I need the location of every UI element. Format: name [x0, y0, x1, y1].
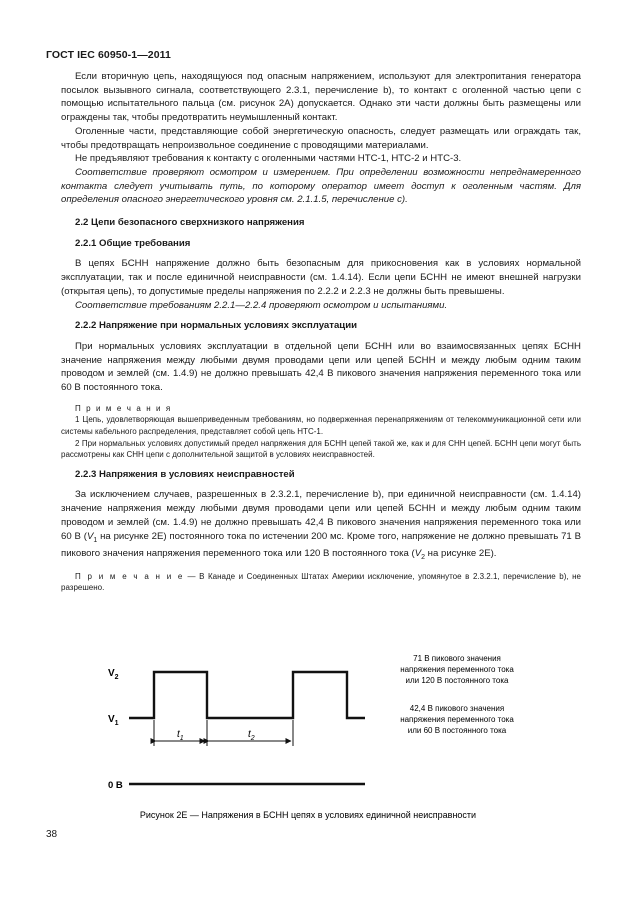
- paragraph: Если вторичную цепь, находящуюся под опасным напряжением, используют для электропитания генератора посылок вызывного сигнала, соответствующего 2.3.1, перечисление b), то контакт с оголенной частью цепи с помощью испытательного пальца (см. рисунок 2А) допускается. Однако эти части должны быть размещены или ограждены так, чтобы предотвратить неумышленный контакт.: [61, 71, 581, 124]
- paragraph: Не предъявляют требования к контакту с оголенными частями НТС-1, НТС-2 и НТС-3.: [75, 153, 462, 165]
- annotation-line: или 60 В постоянного тока: [407, 726, 507, 735]
- section-heading-2-2: 2.2 Цепи безопасного сверхнизкого напряжения: [75, 217, 305, 229]
- zero-label: 0 В: [108, 780, 123, 791]
- symbol-v: V: [86, 530, 94, 542]
- annotation-line: напряжения переменного тока: [400, 715, 514, 724]
- waveform-line: [129, 672, 365, 718]
- annotation-line: напряжения переменного тока: [400, 665, 514, 674]
- standard-header: ГОСТ IEC 60950-1—2011: [46, 49, 171, 61]
- paragraph-text: на рисунке 2Е).: [425, 548, 497, 560]
- t2-label: $t_2$: [248, 729, 255, 742]
- notes-title: П р и м е ч а н и я: [75, 403, 172, 413]
- paragraph: В цепях БСНН напряжение должно быть безопасным для прикосновения как в условиях нормальной эксплуатации, так и после единичной неисправности (см. 1.4.14). Если цепи БСНН не имеют внешней нагрузки (открытая цепь), то допустимые пределы напряжения по 2.2.2 и 2.2.3 не должны быть превышены.: [61, 258, 581, 297]
- annotation-top: [400, 654, 514, 685]
- section-heading-2-2-3: 2.2.3 Напряжения в условиях неисправностей: [75, 468, 295, 480]
- document-body: [61, 70, 581, 594]
- paragraph: [61, 488, 581, 564]
- paragraph-text: За исключением случаев, разрешенных в 2.3.2.1, перечисление b), при единичной неисправности (см. 1.4.14) значение напряжения между любыми двумя проводами цепи или цепей БСНН и между любым одним таким проводом и землей (см. 1.4.9) не должно превышать 42,4 В пикового значения напряжения переменного тока или 60 В (: [61, 489, 581, 542]
- t1-label: $t_1$: [177, 729, 184, 742]
- compliance-paragraph: Соответствие проверяют осмотром и измерением. При определении возможности непреднамеренного контакта следует учитывать путь, по которому оператор имеет доступ к оголенным частям. Для определения опасного энергетического уровня см. 2.1.1.5, перечисление c).: [61, 166, 581, 206]
- paragraph-text: на рисунке 2Е) постоянного тока по истечении 200 мс. Кроме того, напряжение не должно превышать 71 В пикового значения напряжения переменного тока или 120 В постоянного тока (: [61, 530, 581, 560]
- note: [61, 571, 581, 594]
- v2-label: $V_2$: [108, 668, 119, 681]
- note-text: — В Канаде и Соединенных Штатах Америки исключение, упомянутое в 2.3.2.1, перечисление b), не разрешено.: [61, 571, 582, 593]
- symbol-v: V: [414, 548, 422, 560]
- annotation-line: 71 В пикового значения: [413, 654, 501, 663]
- v1-label: $V_1$: [108, 714, 119, 727]
- annotation-line: или 120 В постоянного тока: [405, 676, 509, 685]
- note: 1 Цепь, удовлетворяющая вышеприведенным требованиям, но подверженная перенапряжениям от телекоммуникационной сети или системы кабельного распределения, представляет собой цепь НТС-1.: [61, 415, 581, 436]
- annotation-bottom: [400, 704, 514, 735]
- note: 2 При нормальных условиях допустимый предел напряжения для БСНН цепей такой же, как и для СНН цепей. БСНН цепи могут быть рассмотрены как СНН цепи с дополнительной защитой в условиях неисправностей.: [61, 438, 581, 460]
- note-label: П р и м е ч а н и е: [75, 571, 184, 581]
- figure-caption: Рисунок 2Е — Напряжения в БСНН цепях в условиях единичной неисправности: [139, 810, 477, 820]
- section-heading-2-2-1: 2.2.1 Общие требования: [75, 237, 191, 249]
- paragraph: Оголенные части, представляющие собой энергетическую опасность, следует размещать или ограждать так, чтобы предотвращать непроизвольное соединение с проводящими материалами.: [61, 125, 581, 151]
- subscript: 2: [421, 554, 426, 562]
- compliance-paragraph: Соответствие требованиям 2.2.1—2.2.4 проверяют осмотром и испытаниями.: [75, 299, 448, 311]
- page-number: 38: [46, 829, 58, 840]
- section-heading-2-2-2: 2.2.2 Напряжение при нормальных условиях эксплуатации: [75, 320, 357, 332]
- voltage-waveform-figure: [100, 648, 540, 828]
- annotation-line: 42,4 В пикового значения: [409, 704, 505, 713]
- paragraph: При нормальных условиях эксплуатации в отдельной цепи БСНН или во взаимосвязанных цепях БСНН значение напряжения между любыми двумя проводами цепи или цепей БСНН и между любым одним таким проводом и землей (см. 1.4.9) не должно превышать 42,4 В пикового значения напряжения переменного тока или 60 В постоянного тока.: [61, 340, 581, 394]
- subscript: 1: [93, 536, 98, 544]
